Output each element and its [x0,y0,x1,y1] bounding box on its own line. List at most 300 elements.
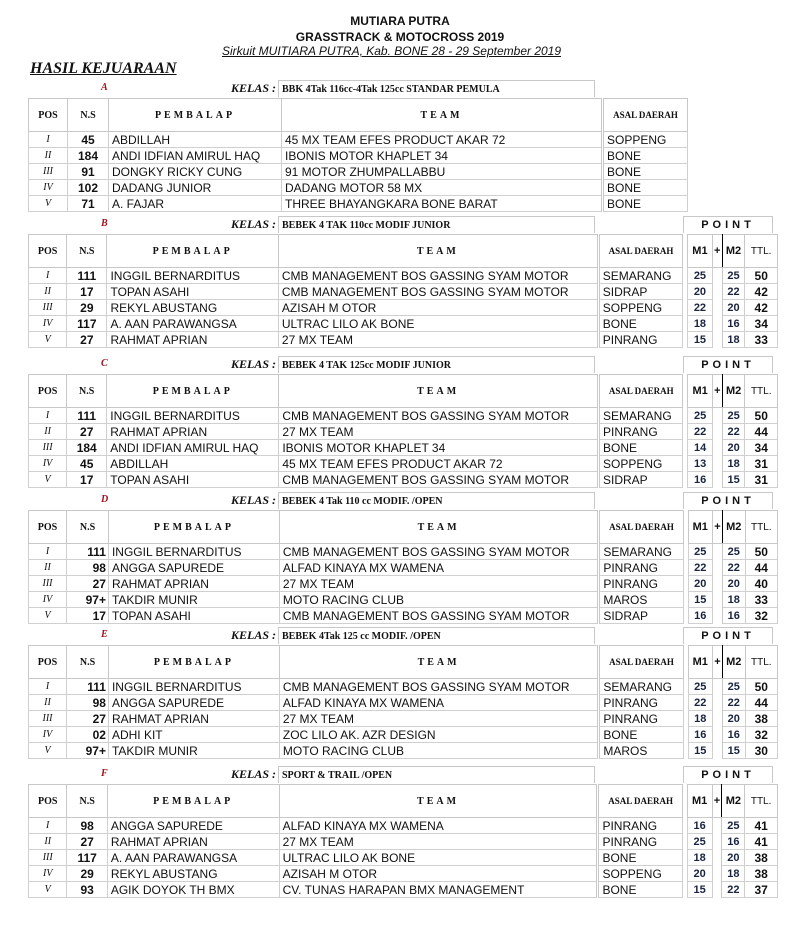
col-asal-daerah: ASAL DAERAH [603,99,688,132]
kelas-row [28,766,778,784]
team-cell: ULTRAC LILO AK BONE [279,850,598,866]
class-section-e [28,627,778,758]
kelas-label: KELAS : [230,217,276,231]
m2-cell: 20 [722,576,745,592]
kelas-value: BEBEK 4 TAK 110cc MODIF JUNIOR [278,216,595,233]
rider-name-cell: REKYL ABUSTANG [107,300,278,316]
col-pos: POS [29,235,67,268]
total-cell: 38 [745,866,778,882]
total-cell: 50 [745,679,777,695]
total-cell: 34 [745,440,778,456]
pos-cell: III [29,164,68,180]
m1-cell: 15 [688,592,713,608]
team-cell: 45 MX TEAM EFES PRODUCT AKAR 72 [282,132,603,148]
m1-cell: 15 [688,743,713,759]
kelas-value: BBK 4Tak 116cc-4Tak 125cc STANDAR PEMULA [278,80,595,97]
m2-cell: 22 [722,695,745,711]
col-ttl: TTL. [745,375,778,408]
rider-name-cell: TOPAN ASAHI [107,472,279,488]
table-row [29,743,778,759]
pos-cell: I [29,268,67,284]
col-plus: + [712,235,722,268]
table-row [29,727,778,743]
team-cell: CMB MANAGEMENT BOS GASSING SYAM MOTOR [279,408,599,424]
col-ttl: TTL. [745,235,778,268]
m1-cell: 25 [688,679,713,695]
col-team: TEAM [279,785,598,818]
asal-daerah-cell: PINRANG [598,424,682,440]
col-pos: POS [29,785,67,818]
team-cell: IBONIS MOTOR KHAPLET 34 [279,440,599,456]
asal-daerah-cell: PINRANG [599,560,683,576]
col-ns: N.S [67,375,107,408]
team-cell: CV. TUNAS HARAPAN BMX MANAGEMENT [279,882,598,898]
m1-cell: 14 [688,440,713,456]
total-cell: 41 [745,834,778,850]
m1-cell: 15 [688,332,713,348]
team-cell: DADANG MOTOR 58 MX [282,180,603,196]
table-row [29,440,778,456]
table-row [29,284,778,300]
ns-cell: 91 [68,164,109,180]
table-header-row [29,511,778,544]
team-cell: 27 MX TEAM [278,332,598,348]
table-row [29,695,778,711]
col-asal-daerah: ASAL DAERAH [599,511,683,544]
col-team: TEAM [279,646,598,679]
ns-cell: 29 [67,866,107,882]
asal-daerah-cell: BONE [599,727,683,743]
total-cell: 37 [745,882,778,898]
kelas-label: KELAS : [230,628,276,642]
team-cell: CMB MANAGEMENT BOS GASSING SYAM MOTOR [279,544,598,560]
m1-cell: 18 [688,711,713,727]
team-cell: 27 MX TEAM [279,424,599,440]
table-row [29,408,778,424]
rider-name-cell: TAKDIR MUNIR [108,743,279,759]
m1-cell: 20 [688,576,713,592]
team-cell: ALFAD KINAYA MX WAMENA [279,695,598,711]
team-cell: CMB MANAGEMENT BOS GASSING SYAM MOTOR [278,284,598,300]
m2-cell: 22 [722,424,745,440]
asal-daerah-cell: MAROS [599,592,683,608]
m1-cell: 22 [688,695,713,711]
table-row [29,818,778,834]
m1-cell: 18 [688,316,713,332]
asal-daerah-cell: SEMARANG [599,544,683,560]
m2-cell: 20 [722,850,745,866]
ns-cell: 97+ [67,743,109,759]
pos-cell: II [29,424,67,440]
pos-cell: V [29,608,67,624]
ns-cell: 17 [67,284,107,300]
pos-cell: IV [29,866,67,882]
team-cell: AZISAH M OTOR [279,866,598,882]
table-row [29,850,778,866]
rider-name-cell: RAHMAT APRIAN [107,834,279,850]
pos-cell: I [29,132,68,148]
ns-cell: 71 [68,196,109,212]
col-team: TEAM [282,99,603,132]
m1-cell: 22 [688,424,713,440]
asal-daerah-cell: BONE [598,316,683,332]
rider-name-cell: ANGGA SAPUREDE [108,695,279,711]
table-row [29,544,778,560]
team-cell: AZISAH M OTOR [278,300,598,316]
total-cell: 38 [745,711,777,727]
pos-cell: III [29,850,67,866]
m2-cell: 25 [722,408,745,424]
col-plus: + [713,646,723,679]
results-table [28,784,778,898]
event-title: GRASSTRACK & MOTOCROSS 2019 [295,30,505,44]
m1-cell: 16 [688,727,713,743]
asal-daerah-cell: SIDRAP [598,284,683,300]
pos-cell: I [29,679,67,695]
col-m1: M1 [688,235,713,268]
pos-cell: V [29,472,67,488]
m1-cell: 18 [687,850,712,866]
m1-cell: 22 [688,300,713,316]
ns-cell: 111 [67,408,107,424]
col-team: TEAM [279,375,599,408]
class-letter: B [101,218,108,229]
col-ttl: TTL. [745,646,777,679]
pos-cell: II [29,148,68,164]
table-row [29,164,688,180]
kelas-row [28,492,778,510]
total-cell: 33 [745,592,777,608]
col-ns: N.S [68,99,109,132]
ns-cell: 111 [67,544,109,560]
rider-name-cell: RAHMAT APRIAN [107,332,278,348]
rider-name-cell: ANGGA SAPUREDE [108,560,279,576]
col-m2: M2 [722,511,745,544]
class-section-f [28,766,778,897]
total-cell: 50 [745,544,777,560]
ns-cell: 97+ [67,592,109,608]
ns-cell: 17 [67,472,107,488]
m1-cell: 16 [687,818,712,834]
col-asal-daerah: ASAL DAERAH [599,646,683,679]
table-header-row [29,646,778,679]
ns-cell: 27 [67,332,107,348]
asal-daerah-cell: BONE [603,196,688,212]
m2-cell: 25 [722,818,745,834]
pos-cell: III [29,576,67,592]
page-title: HASIL KEJUARAAN [30,60,177,77]
asal-daerah-cell: MAROS [599,743,683,759]
col-pos: POS [29,375,67,408]
point-header: POINT [683,216,773,233]
m2-cell: 16 [722,608,745,624]
col-plus: + [712,375,722,408]
team-cell: 27 MX TEAM [279,576,598,592]
ns-cell: 27 [67,834,107,850]
col-team: TEAM [278,235,598,268]
m2-cell: 20 [722,300,745,316]
table-row [29,834,778,850]
rider-name-cell: INGGIL BERNARDITUS [107,268,278,284]
col-plus: + [713,511,723,544]
col-m1: M1 [688,511,713,544]
col-m2: M2 [722,785,745,818]
asal-daerah-cell: SEMARANG [599,679,683,695]
table-row [29,132,688,148]
team-cell: THREE BHAYANGKARA BONE BARAT [282,196,603,212]
point-header: POINT [683,492,773,509]
asal-daerah-cell: PINRANG [598,818,682,834]
rider-name-cell: INGGIL BERNARDITUS [108,544,279,560]
table-row [29,866,778,882]
ns-cell: 17 [67,608,109,624]
total-cell: 33 [745,332,778,348]
asal-daerah-cell: SIDRAP [598,472,682,488]
table-header-row [29,375,778,408]
rider-name-cell: AGIK DOYOK TH BMX [107,882,279,898]
m1-cell: 16 [688,608,713,624]
ns-cell: 27 [67,576,109,592]
ns-cell: 29 [67,300,107,316]
ns-cell: 111 [67,268,107,284]
rider-name-cell: REKYL ABUSTANG [107,866,279,882]
team-cell: ZOC LILO AK. AZR DESIGN [279,727,598,743]
m1-cell: 13 [688,456,713,472]
total-cell: 38 [745,850,778,866]
asal-daerah-cell: PINRANG [598,834,682,850]
asal-daerah-cell: BONE [603,180,688,196]
event-venue-date: Sirkuit MUITIARA PUTRA, Kab. BONE 28 - 29 September 2019 [222,44,562,58]
pos-cell: III [29,711,67,727]
m2-cell: 15 [722,472,745,488]
pos-cell: II [29,695,67,711]
asal-daerah-cell: PINRANG [599,711,683,727]
table-row [29,576,778,592]
rider-name-cell: ANGGA SAPUREDE [107,818,279,834]
rider-name-cell: RAHMAT APRIAN [108,711,279,727]
table-row [29,882,778,898]
total-cell: 44 [745,695,777,711]
col-m2: M2 [722,375,745,408]
col-ttl: TTL. [745,785,778,818]
rider-name-cell: ADHI KIT [108,727,279,743]
total-cell: 44 [745,560,777,576]
m2-cell: 16 [722,834,745,850]
ns-cell: 98 [67,560,109,576]
team-cell: CMB MANAGEMENT BOS GASSING SYAM MOTOR [279,472,599,488]
col-asal-daerah: ASAL DAERAH [598,785,682,818]
m2-cell: 15 [722,743,745,759]
col-pembalap: PEMBALAP [109,99,282,132]
rider-name-cell: RAHMAT APRIAN [107,424,279,440]
ns-cell: 98 [67,818,107,834]
pos-cell: III [29,300,67,316]
col-m2: M2 [722,646,745,679]
col-asal-daerah: ASAL DAERAH [598,235,683,268]
m1-cell: 25 [688,268,713,284]
total-cell: 32 [745,608,777,624]
m2-cell: 18 [722,456,745,472]
table-row [29,608,778,624]
m1-cell: 25 [687,834,712,850]
rider-name-cell: TAKDIR MUNIR [108,592,279,608]
team-cell: CMB MANAGEMENT BOS GASSING SYAM MOTOR [279,608,598,624]
col-pembalap: PEMBALAP [107,785,279,818]
team-cell: 27 MX TEAM [279,834,598,850]
col-asal-daerah: ASAL DAERAH [598,375,682,408]
m1-cell: 16 [688,472,713,488]
point-header: POINT [683,627,773,644]
m2-cell: 18 [722,592,745,608]
table-row [29,316,778,332]
rider-name-cell: A. AAN PARAWANGSA [107,850,279,866]
results-table [28,234,778,348]
rider-name-cell: ANDI IDFIAN AMIRUL HAQ [107,440,279,456]
kelas-label: KELAS : [230,493,276,507]
pos-cell: II [29,284,67,300]
ns-cell: 117 [67,850,107,866]
m2-cell: 25 [722,679,745,695]
ns-cell: 45 [67,456,107,472]
asal-daerah-cell: SEMARANG [598,268,683,284]
ns-cell: 98 [67,695,109,711]
results-table [28,510,778,624]
col-ns: N.S [67,235,107,268]
total-cell: 44 [745,424,778,440]
m2-cell: 25 [722,544,745,560]
table-row [29,268,778,284]
asal-daerah-cell: BONE [598,850,682,866]
ns-cell: 184 [67,440,107,456]
col-pembalap: PEMBALAP [108,511,279,544]
team-cell: ULTRAC LILO AK BONE [278,316,598,332]
asal-daerah-cell: SOPPENG [598,866,682,882]
rider-name-cell: ABDILLAH [107,456,279,472]
team-cell: ALFAD KINAYA MX WAMENA [279,560,598,576]
asal-daerah-cell: BONE [603,148,688,164]
pos-cell: III [29,440,67,456]
m2-cell: 20 [722,440,745,456]
asal-daerah-cell: PINRANG [598,332,683,348]
table-row [29,679,778,695]
rider-name-cell: A. AAN PARAWANGSA [107,316,278,332]
pos-cell: I [29,408,67,424]
rider-name-cell: ABDILLAH [109,132,282,148]
class-section-c [28,356,778,487]
kelas-label: KELAS : [230,357,276,371]
m2-cell: 18 [722,866,745,882]
total-cell: 40 [745,576,777,592]
asal-daerah-cell: SIDRAP [599,608,683,624]
col-team: TEAM [279,511,598,544]
total-cell: 34 [745,316,778,332]
team-cell: 91 MOTOR ZHUMPALLABBU [282,164,603,180]
table-header-row [29,785,778,818]
pos-cell: II [29,560,67,576]
m1-cell: 20 [688,284,713,300]
col-ttl: TTL. [745,511,777,544]
col-pos: POS [29,99,68,132]
col-pembalap: PEMBALAP [107,235,278,268]
ns-cell: 27 [67,711,109,727]
col-m2: M2 [722,235,745,268]
class-section-b [28,216,778,347]
point-header: POINT [683,766,773,783]
col-pembalap: PEMBALAP [107,375,279,408]
asal-daerah-cell: SOPPENG [598,300,683,316]
ns-cell: 184 [68,148,109,164]
col-ns: N.S [67,646,109,679]
pos-cell: IV [29,316,67,332]
event-organizer: MUTIARA PUTRA [350,14,450,28]
table-header-row [29,99,688,132]
pos-cell: V [29,743,67,759]
table-row [29,180,688,196]
point-header: POINT [683,356,773,373]
col-ns: N.S [67,511,109,544]
class-letter: D [101,494,109,505]
team-cell: 27 MX TEAM [279,711,598,727]
rider-name-cell: RAHMAT APRIAN [108,576,279,592]
m1-cell: 20 [687,866,712,882]
m1-cell: 15 [687,882,712,898]
kelas-value: BEBEK 4 Tak 110 cc MODIF. /OPEN [278,492,595,509]
ns-cell: 117 [67,316,107,332]
total-cell: 50 [745,268,778,284]
class-section-d [28,492,778,623]
ns-cell: 102 [68,180,109,196]
total-cell: 50 [745,408,778,424]
rider-name-cell: DADANG JUNIOR [109,180,282,196]
kelas-value: BEBEK 4 TAK 125cc MODIF JUNIOR [278,356,595,373]
asal-daerah-cell: SEMARANG [598,408,682,424]
col-m1: M1 [688,646,713,679]
col-m1: M1 [688,375,713,408]
pos-cell: IV [29,456,67,472]
m1-cell: 25 [688,544,713,560]
ns-cell: 45 [68,132,109,148]
m1-cell: 22 [688,560,713,576]
asal-daerah-cell: BONE [598,440,682,456]
total-cell: 30 [745,743,777,759]
col-pembalap: PEMBALAP [108,646,279,679]
kelas-row [28,216,778,234]
pos-cell: V [29,196,68,212]
results-table [28,645,778,759]
m2-cell: 18 [722,332,745,348]
results-table [28,374,778,488]
kelas-row [28,80,778,98]
team-cell: CMB MANAGEMENT BOS GASSING SYAM MOTOR [278,268,598,284]
rider-name-cell: INGGIL BERNARDITUS [107,408,279,424]
team-cell: 45 MX TEAM EFES PRODUCT AKAR 72 [279,456,599,472]
kelas-row [28,627,778,645]
results-table [28,98,688,212]
class-letter: A [101,82,108,93]
rider-name-cell: TOPAN ASAHI [107,284,278,300]
kelas-value: BEBEK 4Tak 125 cc MODIF. /OPEN [278,627,595,644]
asal-daerah-cell: SOPPENG [598,456,682,472]
kelas-label: KELAS : [230,81,276,95]
class-letter: F [101,768,108,779]
total-cell: 31 [745,456,778,472]
kelas-value: SPORT & TRAIL /OPEN [278,766,595,783]
table-row [29,332,778,348]
rider-name-cell: ANDI IDFIAN AMIRUL HAQ [109,148,282,164]
m2-cell: 22 [722,882,745,898]
team-cell: MOTO RACING CLUB [279,592,598,608]
col-pos: POS [29,511,67,544]
